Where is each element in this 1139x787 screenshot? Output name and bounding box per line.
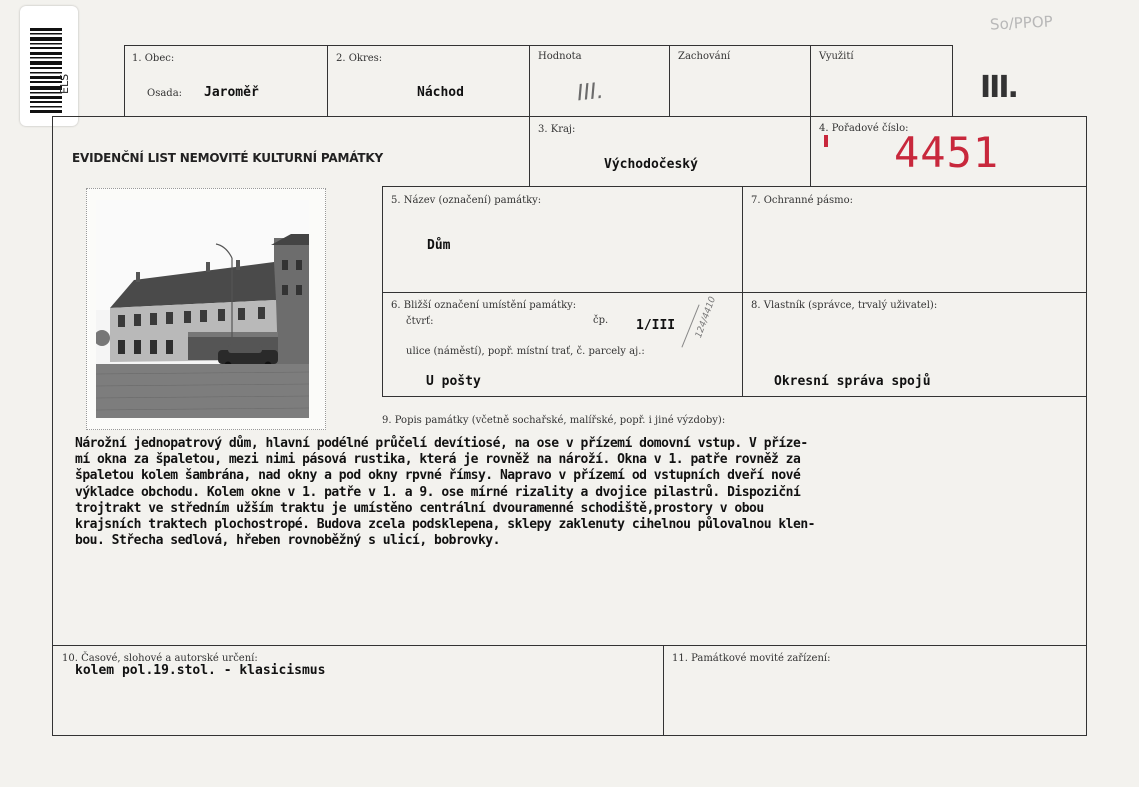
ctvrt-label: čtvrť:: [406, 316, 434, 327]
popis-line: špaletou kolem šambrána, nad okny a pod okny rpvné římsy. Napravo v přízemí od vstupních dveří nové: [75, 468, 801, 484]
vyuziti-label: Využití: [819, 51, 854, 62]
kraj-label: 3. Kraj:: [538, 124, 576, 135]
cp-value: 1/III: [636, 318, 676, 333]
hodnota-label: Hodnota: [538, 51, 582, 62]
hodnota-value-handwritten: III.: [575, 78, 605, 107]
nazev-label: 5. Název (označení) památky:: [391, 195, 542, 206]
casove-urceni-value: kolem pol.19.stol. - klasicismus: [75, 663, 326, 678]
category-stamp: III.: [980, 70, 1017, 105]
ochranne-pasmo-label: 7. Ochranné pásmo:: [751, 195, 854, 206]
ulice-value: U pošty: [426, 374, 481, 389]
popis-line: trojtrakt ve středním užším traktu je umístěno centrální dvouramenné schodiště,prostory v obou: [75, 500, 764, 516]
obec-label: 1. Obec:: [132, 53, 175, 64]
vlastnik-value: Okresní správa spojů: [774, 374, 931, 389]
popis-line: mí okna za špaletou, mezi nimi pásová rustika, která je rovněž na nároží. Okna v 1. patře rovněž za: [75, 452, 801, 468]
movite-zarizeni-label: 11. Památkové movité zařízení:: [672, 653, 831, 664]
popis-line: bou. Střecha sedlová, hřeben rovnoběžný s ulicí, bobrovky.: [75, 533, 500, 549]
popis-line: krajsních traktech plochostropé. Budova zcela podsklepena, sklepy zaklenuty cihelnou půlovalnou klen-: [75, 517, 815, 533]
parcel-handwritten: 124/4410: [694, 295, 719, 340]
kraj-value: Východočeský: [604, 157, 698, 172]
barcode-sticker: [20, 6, 78, 126]
red-mark: [824, 135, 828, 147]
ulice-label: ulice (náměstí), popř. místní trať, č. parcely aj.:: [406, 346, 645, 357]
popis-label: 9. Popis památky (včetně sochařské, malířské, popř. i jiné výzdoby):: [382, 415, 726, 426]
okres-value: Náchod: [417, 85, 464, 100]
corner-note: So/PPOP: [989, 12, 1054, 34]
zachovani-label: Zachování: [678, 51, 731, 62]
popis-line: výkladce obchodu. Kolem okne v 1. patře v 1. a 9. ose mírné rizality a dvojice pilastrů. Dispoziční: [75, 484, 801, 500]
poradove-cislo-label: 4. Pořadové číslo:: [819, 123, 909, 134]
osada-value: Jaroměř: [204, 85, 259, 100]
cp-label: čp.: [593, 315, 609, 326]
building-photo-image: [96, 200, 309, 418]
popis-line: Nárožní jednopatrový dům, hlavní podélné průčelí devítiosé, na ose v přízemí domovní vstup. V příze-: [75, 436, 808, 451]
casove-urceni-label: 10. Časové, slohové a autorské určení:: [62, 653, 258, 664]
poradove-cislo-value: 4451: [894, 128, 1000, 177]
form-title: EVIDENČNÍ LIST NEMOVITÉ KULTURNÍ PAMÁTKY: [72, 151, 383, 165]
umisteni-label: 6. Bližší označení umístění památky:: [391, 300, 577, 311]
building-photo: [96, 200, 309, 418]
barcode-icon: [20, 6, 78, 126]
vlastnik-label: 8. Vlastník (správce, trvalý uživatel):: [751, 300, 938, 311]
okres-label: 2. Okres:: [336, 53, 383, 64]
nazev-value: Dům: [427, 238, 451, 253]
barcode-label: ELS: [58, 73, 71, 94]
osada-label: Osada:: [147, 88, 183, 99]
popis-text: [75, 436, 1085, 549]
